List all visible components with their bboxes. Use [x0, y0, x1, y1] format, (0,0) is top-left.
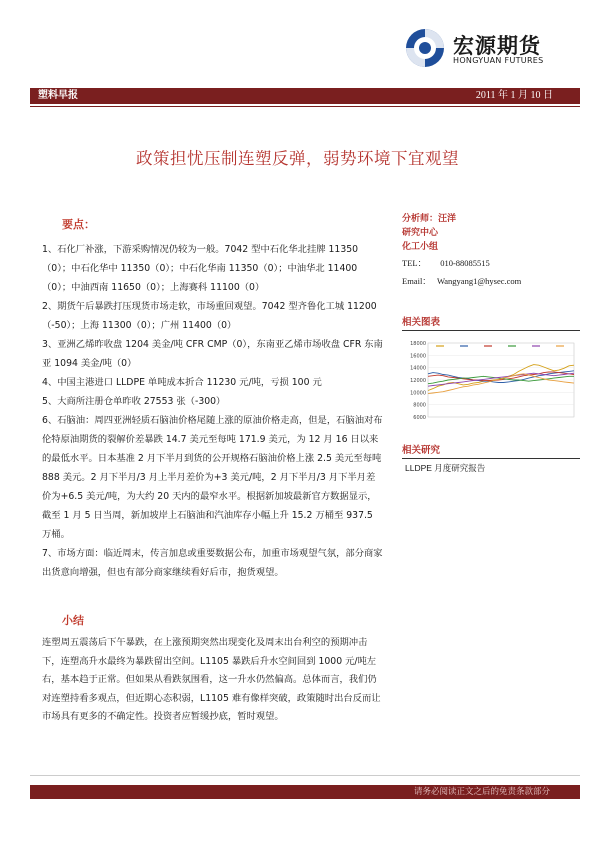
point-item: 2、期货午后暴跌打压现货市场走软，市场重回观望。7042 型齐鲁化工城 11200（-50）；上海 11300（0）；广州 11400（0）	[42, 301, 377, 331]
price-chart	[402, 337, 580, 423]
chart-heading: 相关图表	[402, 314, 580, 331]
y-tick-label: 8000	[413, 402, 426, 409]
analyst-name: 分析师：汪洋	[402, 214, 457, 224]
point-item: 7、市场方面：临近周末，传言加息或重要数据公布，加重市场观望气氛，部分商家出货意向增强，但也有部分商家继续看好后市，抱货观望。	[42, 548, 383, 578]
email-link[interactable]: Wangyang1@hysec.com	[436, 276, 522, 286]
summary-heading: 要点：	[62, 218, 95, 231]
footer-divider	[30, 775, 580, 776]
tel-label: TEL：	[402, 258, 427, 268]
email-row	[402, 272, 582, 290]
sidebar	[402, 212, 582, 290]
tel-row	[402, 254, 582, 272]
point-item: 4、中国主港进口 LLDPE 单吨成本折合 11230 元/吨，亏损 100 元	[42, 377, 322, 388]
conclusion-heading: 小结	[62, 614, 84, 627]
team: 化工小组	[402, 242, 439, 252]
disclaimer-note: 请务必阅读正文之后的免责条款部分	[413, 787, 550, 797]
point-item: 5、大商所注册仓单昨收 27553 张（-300）	[42, 396, 226, 407]
y-tick-label: 12000	[410, 378, 426, 384]
y-tick-label: 14000	[410, 365, 426, 372]
related-report-link[interactable]: LLDPE 月度研究报告	[405, 463, 486, 473]
report-type: 塑料早报	[38, 90, 78, 101]
tel-value: 010-88085515	[440, 258, 490, 268]
brand-name-en: HONGYUAN FUTURES	[453, 56, 544, 65]
y-tick-label: 6000	[413, 415, 426, 421]
conclusion-text: 连塑周五震荡后下午暴跌，在上涨预期突然出现变化及周末出台利空的预期冲击下，连塑高升水最终为暴跌留出空间。L1105 暴跌后升水空间回到 1000 元/吨左右，基本趋于正常。但如果从看跌氛围看，这一升水仍然偏高。总体而言，我们仍对连塑持看多观点，但近期心态积弱，L1105 难有像样突破，政策随时出台反而让市场具有更多的不确定性。投资者应暂缓抄底，暂时观望。	[42, 637, 381, 722]
key-points	[42, 240, 384, 582]
header-divider	[30, 106, 580, 107]
email-label: Email：	[402, 276, 431, 286]
company-logo-icon	[405, 28, 445, 68]
page-title: 政策担忧压制连塑反弹，弱势环境下宜观望	[136, 149, 459, 168]
y-tick-label: 18000	[410, 341, 426, 347]
y-tick-label: 10000	[410, 390, 426, 397]
department: 研究中心	[402, 228, 439, 238]
research-heading: 相关研究	[402, 442, 580, 459]
point-item: 3、亚洲乙烯昨收盘 1204 美金/吨 CFR CMP（0），东南亚乙烯市场收盘 CFR 东南亚 1094 美金/吨（0）	[42, 339, 383, 369]
point-item: 6、石脑油：周四亚洲轻质石脑油价格尾随上涨的原油价格走高，但是，石脑油对布伦特原油期货的裂解价差暴跌 14.7 美元至每吨 171.9 美元，为 12 月 16 日以来的最低水平。日本基准 2 月下半月到货的公开规格石脑油价格上涨 2.5 美元至每吨 888 美元。2 月下半月/3 月上半月差价为+3 美元/吨，2 月下半月/3 月下半月差价为+6.5 美元/吨，为大约 20 天内的最窄水平。根据新加坡最新官方数据显示，截至 1 月 5 日当周，新加坡岸上石脑油和汽油库存小幅上升 15.2 万桶至 937.5 万桶。	[42, 415, 383, 540]
brand-name: 宏源期货	[453, 34, 541, 58]
report-date: 2011 年 1 月 10 日	[475, 90, 553, 101]
y-tick-label: 16000	[410, 353, 426, 360]
point-item: 1、石化厂补涨，下游采购情况仍较为一般。7042 型中石化华北挂牌 11350（0）；中石化华中 11350（0）；中石化华南 11350（0）；中油华北 11400（0）；中油西南 11650（0）；上海赛科 11100（0）	[42, 244, 359, 293]
